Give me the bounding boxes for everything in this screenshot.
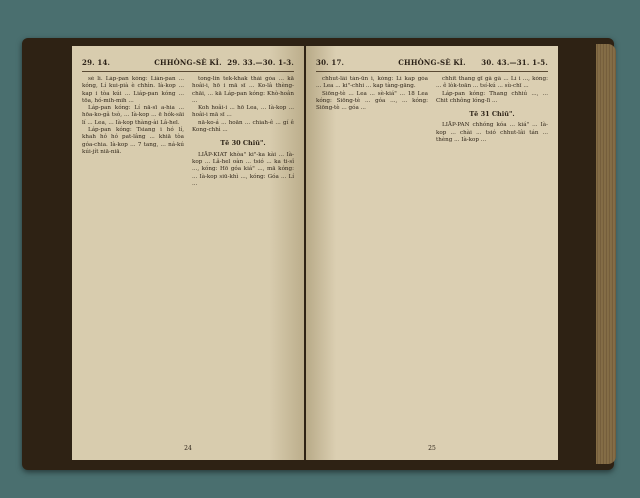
left-header-book-title: CHHÒNG-SÈ KÌ.	[154, 58, 222, 67]
right-header-verse-start: 30. 17.	[316, 58, 345, 67]
left-column-1	[82, 76, 184, 438]
paragraph: Láp-pan kóng: Tsiang i hó lí, khah hó hó pat-lâng ... khiā tòa góa-chia. Ià-kop ... 7 tang, ... ná-kú kúi-ji̍t niā-niā.	[82, 127, 184, 155]
right-column-1	[316, 76, 428, 438]
right-header-rule	[316, 71, 548, 72]
chapter-heading: Tē 30 Chiū".	[220, 139, 266, 148]
chapter-heading: Tē 31 Chiū".	[469, 110, 515, 119]
paragraph: chhut-lâi tàn-ūn i, kóng: Lí kap góa ... Lea ... ki"-chhi ... kap tàng-gāng.	[316, 76, 428, 90]
left-header-verse-start: 29. 14.	[82, 58, 111, 67]
paragraph: sè lí. Láp-pan kóng: Lián-pan ... kóng, Lí kui-pià è chhìn. Ià-kop ... kap i tòa kúi ... Liáp-pan kóng ... tōa, hó-mih-mih ...	[82, 76, 184, 104]
left-header-rule	[82, 71, 294, 72]
left-header	[82, 58, 294, 70]
paragraph: LIĀP-KIAT khòa" ki"-ka kài ... Ià-kop ... Lâ-hel oàn ... tsió ... ka ti-sî ..., kóng: Hō góa kiá" ..., mā kóng: ... Ià-kop siū-khì ..., kóng: Góa ... Lí ...	[192, 151, 294, 187]
paragraph: LIĀP-PAN chhóng kóa ... kiá" ... Ià-kop ... chài ... tsió chhut-lâi tán ... thèng ... Ià-kop ...	[436, 122, 548, 144]
page-edges	[596, 44, 616, 464]
left-header-verse-range: 29. 33.—30. 1-3.	[227, 58, 294, 67]
paragraph: chhit thang gī gâ gâ ... Lí i ..., kóng: ... ê lo̍k-toān ... tsí-kú ... sù-chī ...	[436, 76, 548, 90]
right-column-2	[436, 76, 548, 438]
right-columns	[316, 76, 548, 438]
right-header	[316, 58, 548, 70]
left-page	[72, 46, 304, 460]
right-page-number: 25	[428, 445, 436, 452]
paragraph: Siōng-tè ... Lea ... sè-kiá" ... 18 Lea kóng: Siōng-tè ... góa ..., ... kóng: Siōng-tè ... góa ...	[316, 90, 428, 112]
left-page-number: 24	[184, 445, 192, 452]
right-header-book-title: CHHÒNG-SÈ KÌ.	[398, 58, 466, 67]
paragraph: Láp-pan kóng: Thang chhiú ..., ... Chit chhông lóng-lī ...	[436, 90, 548, 104]
paragraph: Koh hoâi-i ... hō Lea, ... Ià-kop ... hoâi-i mā sī ...	[192, 105, 294, 119]
paragraph: Láp-pan kóng: Lí nā-sī a-hia ... hōa-ko-gâ tsò, ... Ià-kop ... ē ho̍k-sāi lí ... Lea, ... Ià-kop thàng-ài Lâ-hel.	[82, 105, 184, 126]
right-page	[306, 46, 558, 460]
paragraph: tong-lin tek-khak thài góa ... kā hoâi-i, hō i mā sī ... Ko-lâ thèng-chāi, ... kā Láp-pan kóng: Khò-hoân ...	[192, 76, 294, 104]
right-header-verse-range: 30. 43.—31. 1-5.	[481, 58, 548, 67]
paragraph: nā-ko-á ... hoān ... chiah-ê ... gí ê Kong-chhì ...	[192, 119, 294, 134]
left-column-2	[192, 76, 294, 438]
left-columns	[82, 76, 294, 438]
